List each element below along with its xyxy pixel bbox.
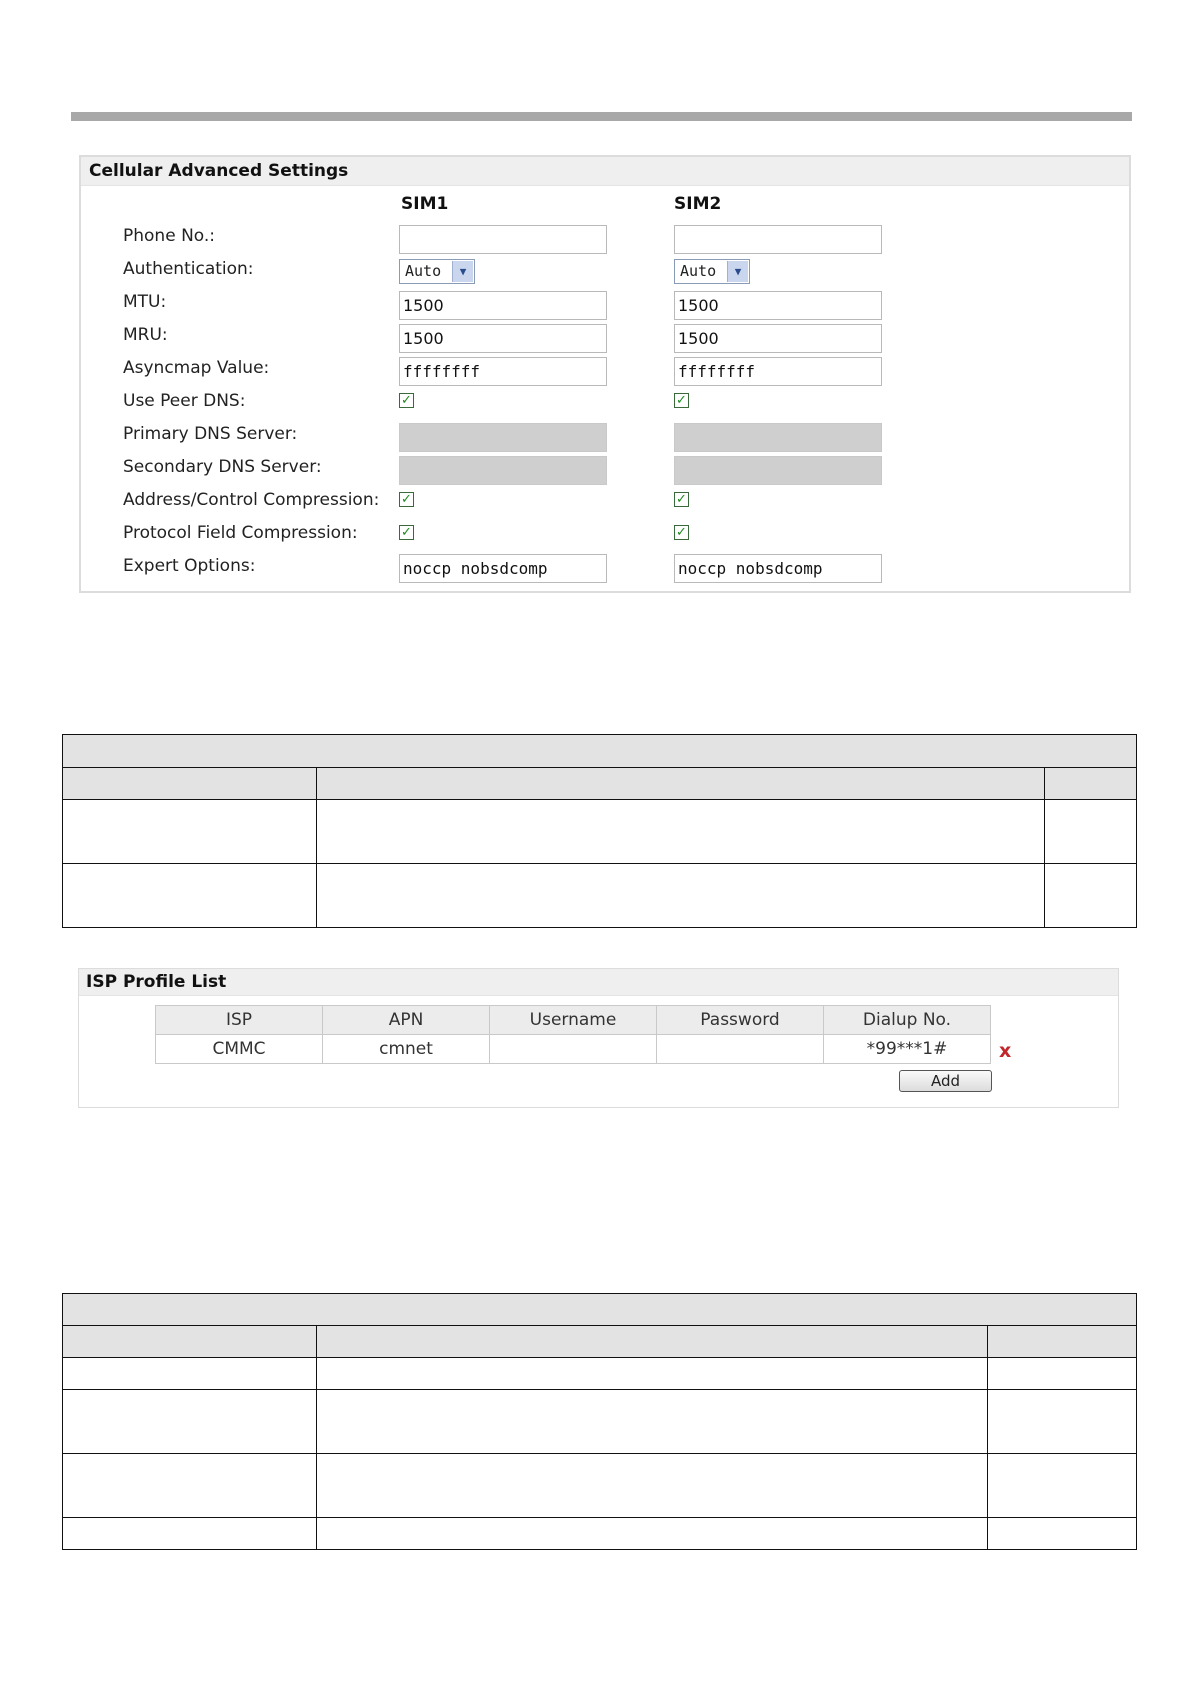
sim2-authentication-value: Auto bbox=[680, 262, 717, 280]
username-cell bbox=[490, 1035, 657, 1064]
pfc-label: Protocol Field Compression: bbox=[123, 523, 358, 543]
panel-title: ISP Profile List bbox=[79, 969, 1118, 996]
mru-label: MRU: bbox=[123, 325, 168, 345]
sim2-primary-dns-input[interactable] bbox=[674, 423, 882, 452]
peer-dns-label: Use Peer DNS: bbox=[123, 391, 246, 411]
cellular-advanced-settings-panel bbox=[79, 155, 1131, 593]
sim2-acc-checkbox[interactable]: ✓ bbox=[674, 492, 689, 507]
table-title-row bbox=[63, 735, 1137, 768]
dialup-cell: *99***1# bbox=[824, 1035, 991, 1064]
sim1-secondary-dns-input[interactable] bbox=[399, 456, 607, 485]
sim2-asyncmap-input[interactable]: ffffffff bbox=[674, 357, 882, 386]
sim2-column-header: SIM2 bbox=[674, 194, 722, 214]
isp-profile-list-panel bbox=[78, 968, 1119, 1108]
table-header-cell bbox=[63, 1326, 317, 1358]
sim1-asyncmap-input[interactable]: ffffffff bbox=[399, 357, 607, 386]
table-row bbox=[63, 1454, 1137, 1518]
sim2-peer-dns-checkbox[interactable]: ✓ bbox=[674, 393, 689, 408]
password-column-header: Password bbox=[657, 1006, 824, 1035]
sim2-pfc-checkbox[interactable]: ✓ bbox=[674, 525, 689, 540]
isp-profile-grid bbox=[155, 1005, 991, 1064]
sim2-mtu-input[interactable]: 1500 bbox=[674, 291, 882, 320]
sim2-secondary-dns-input[interactable] bbox=[674, 456, 882, 485]
sim1-peer-dns-checkbox[interactable]: ✓ bbox=[399, 393, 414, 408]
sim1-column-header: SIM1 bbox=[401, 194, 449, 214]
sim1-pfc-checkbox[interactable]: ✓ bbox=[399, 525, 414, 540]
acc-label: Address/Control Compression: bbox=[123, 490, 380, 510]
sim2-mru-input[interactable]: 1500 bbox=[674, 324, 882, 353]
primary-dns-label: Primary DNS Server: bbox=[123, 424, 298, 444]
authentication-label: Authentication: bbox=[123, 259, 254, 279]
table-row bbox=[156, 1035, 991, 1064]
asyncmap-label: Asyncmap Value: bbox=[123, 358, 270, 378]
apn-cell: cmnet bbox=[323, 1035, 490, 1064]
table-header-cell bbox=[317, 1326, 988, 1358]
table-row bbox=[63, 864, 1137, 928]
phone-label: Phone No.: bbox=[123, 226, 216, 246]
sim1-phone-input[interactable] bbox=[399, 225, 607, 254]
sim1-authentication-value: Auto bbox=[405, 262, 442, 280]
table-header-cell bbox=[317, 768, 1045, 800]
chevron-down-icon: ▼ bbox=[452, 261, 473, 282]
header-rule bbox=[71, 112, 1132, 121]
expert-options-label: Expert Options: bbox=[123, 556, 256, 576]
dialup-column-header: Dialup No. bbox=[824, 1006, 991, 1035]
sim1-mtu-input[interactable]: 1500 bbox=[399, 291, 607, 320]
table-row bbox=[63, 800, 1137, 864]
table-header-cell bbox=[988, 1326, 1137, 1358]
secondary-dns-label: Secondary DNS Server: bbox=[123, 457, 322, 477]
delete-icon[interactable]: x bbox=[999, 1040, 1012, 1062]
apn-column-header: APN bbox=[323, 1006, 490, 1035]
mtu-label: MTU: bbox=[123, 292, 167, 312]
table-title-row bbox=[63, 1294, 1137, 1326]
sim1-mru-input[interactable]: 1500 bbox=[399, 324, 607, 353]
sim1-expert-options-input[interactable]: noccp nobsdcomp bbox=[399, 554, 607, 583]
sim2-expert-options-input[interactable]: noccp nobsdcomp bbox=[674, 554, 882, 583]
panel-title: Cellular Advanced Settings bbox=[81, 157, 1129, 186]
table-row bbox=[63, 1390, 1137, 1454]
username-column-header: Username bbox=[490, 1006, 657, 1035]
sim2-phone-input[interactable] bbox=[674, 225, 882, 254]
table-row bbox=[63, 1518, 1137, 1550]
parameter-table-1 bbox=[62, 734, 1137, 928]
isp-cell: CMMC bbox=[156, 1035, 323, 1064]
chevron-down-icon: ▼ bbox=[727, 261, 748, 282]
sim1-acc-checkbox[interactable]: ✓ bbox=[399, 492, 414, 507]
add-button[interactable]: Add bbox=[899, 1070, 992, 1092]
table-header-cell bbox=[1045, 768, 1137, 800]
password-cell bbox=[657, 1035, 824, 1064]
sim1-authentication-select[interactable] bbox=[399, 259, 475, 284]
table-header-cell bbox=[63, 768, 317, 800]
sim1-primary-dns-input[interactable] bbox=[399, 423, 607, 452]
sim2-authentication-select[interactable] bbox=[674, 259, 750, 284]
isp-column-header: ISP bbox=[156, 1006, 323, 1035]
parameter-table-2 bbox=[62, 1293, 1137, 1550]
table-row bbox=[63, 1358, 1137, 1390]
